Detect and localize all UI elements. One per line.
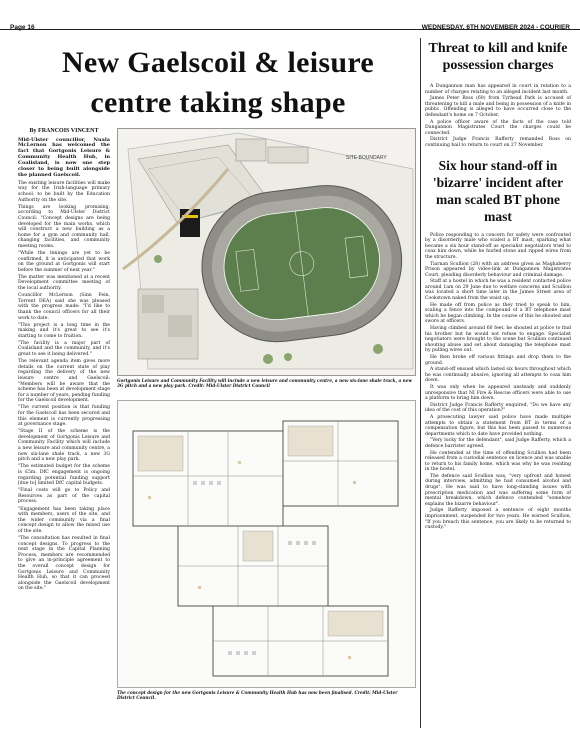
paragraph: A stand-off ensued which lasted six hours throughout which he was continually abusive, ignoring all attempts to coax him down. [425, 367, 571, 384]
paragraph: Judge Rafferty imposed a sentence of eight months imprisonment, suspended for two years. He warned Scullion, "If you breach this sentence, you are likely to be returned to custody." [425, 508, 571, 531]
paragraph: Things are looking promising, according to Mid-Ulster District Council: "Concept designs are being developed for the main works, which will construct a new building as a home for a gym and community hall, changing facilities, and community meeting rooms. [18, 204, 110, 249]
byline: By FRANCOIS VINCENT [29, 128, 99, 134]
paragraph: The existing leisure facilities will make way for the Irish-language primary school, to be built by the Education Authority on the site. [18, 180, 110, 203]
paragraph: The matter was mentioned at a recent Development committee meeting of the local authority. [18, 274, 110, 292]
paragraph: District Judge Francis Rafferty enquired, "Do we have any idea of the cost of this operation?" [425, 402, 571, 414]
paragraph: It was only when he appeared unsteady and suddenly unresponsive that NI Fire & Rescue officers were able to use a platform to bring him down. [425, 384, 571, 402]
paragraph: Having climbed around 60 feet, he shouted at police to find his brother but he would not refuse to engage. Specialist negotiators were brought to the scene but Scullion continued shouting abuse and set about damaging the telephone mast by pulling wires out. [425, 326, 571, 354]
paragraph: James Peter Ross (60) from Tyrhead Park is accused of threatening to kill a male and being in possession of a knife in public. Offending is alleged to have occurred close to the defendant's home on 7 October. [425, 96, 571, 118]
paragraph: "While the timings are yet to be confirmed, it is anticipated that work on the ground at Gortgonis will start before the summer of next year." [18, 250, 110, 273]
page-header [0, 0, 580, 30]
paragraph: Councillor McLernon (Sinn Fein, Torrent DEA) said she was pleased with the progress made: "I'd like to thank the council officers for all their work to date. [18, 293, 110, 321]
story-threat-to-kill [425, 84, 571, 149]
paragraph: "The consultation has resulted in final concept designs. To progress to the next stage in the Capital Planning Process, members are recommended to give an in-principle agreement to the overall concept design for Gortgonis Leisure and Community Health Hub, so that it can proceed alongside the Gaelscoil development on the site." [18, 535, 110, 592]
paragraph: He contended at the time of offending Scullion had been released from a custodial sentence on licence and was unable to return to his family home, which was why he was residing in the hostel. [425, 450, 571, 473]
floor-plan-image [117, 400, 416, 688]
site-plan-label: SITE BOUNDARY [346, 155, 387, 161]
paragraph: District Judge Francis Rafferty remanded Ross on continuing bail to return to court on 27 November. [425, 137, 571, 148]
paragraph: "Very lucky for the defendant", said Judge Rafferty, which a defence barrister agreed. [425, 438, 571, 449]
floor-plan-drawing [118, 401, 416, 688]
paragraph: A Dungannon man has appeared in court in relation to a number of charges relating to an alleged incident last month. [425, 84, 571, 95]
image-caption-1: Gortgonis Leisure and Community Facility will include a new leisure and community centre, a new six-lane shale track, a new 3G pitch and a new play park. Credit: Mid-Ulster District Council [117, 378, 412, 389]
publication-date: WEDNESDAY, 6TH NOVEMBER 2024 - COURIER [421, 24, 570, 31]
paragraph: A prosecuting lawyer said police have made multiple attempts to obtain a statement from BT in terms of a compensation figure, but this has been passed to numerous departments which to date have provided nothing. [425, 414, 571, 437]
site-plan-image [117, 128, 416, 376]
lede: Mid-Ulster councillor, Nuala McLernon has welcomed the fact that Gortgonis Leisure & Community Health Hub, in Coalisland, is now one step closer to being built alongside the planned Gaelscoil. [18, 136, 110, 178]
paragraph: A police officer aware of the facts of the case told Dungannon Magistrates Court the charges could be connected. [425, 119, 571, 136]
paragraph: The relevant agenda item gives more details on the current state of play regarding the delivery of the new leisure centre and Gaelscoil: "Members will be aware that the scheme has been at development stage for a number of years, pending funding for the Gaelscoil development. [18, 359, 110, 404]
paragraph: He made off from police as they tried to speak to him, scaling a fence into the compound of a BT telephone mast which he began climbing. In the course of this he shouted and swore at officers. [425, 302, 571, 325]
site-plan-drawing [118, 129, 416, 376]
page-number: Page 16 [10, 24, 35, 31]
paragraph: Police responding to a concern for safety were confronted by a disorderly male who scaled a BT mast, sparking what became a six hour stand-off as specialist negotiators tried to coax him down, while he hurled stone and ripped wires from the structure. [425, 232, 571, 260]
paragraph: He then broke off various fittings and drop them to the ground. [425, 355, 571, 366]
paragraph: Staff at a hostel in which he was a resident contacted police around 1am on 29 June due to welfare concerns and Scullion was located a short time later in the James Street area of Cookstown naked from the waist up. [425, 279, 571, 302]
paragraph: "The current position is that funding for the Gaelscoil has been secured and this element is currently progressing at governance stage. [18, 405, 110, 428]
headline-stand-off: Six hour stand-off in 'bizarre' incident after man scaled BT phone mast [432, 157, 564, 224]
column-divider [420, 38, 421, 728]
paragraph: "Stage II of the scheme is the development of Gortgonis Leisure and Community Facility which will include a new leisure and community centre, a new six-lane shale track, a new 3G pitch and a new play park. [18, 429, 110, 463]
paragraph: "Final costs will go to Policy and Resources as part of the capital process. [18, 488, 110, 505]
paragraph: "Engagement has been taking place with members, users of the site, and the wider community via a final concept design to allow the mixed use of the site. [18, 506, 110, 534]
paragraph: The defence said Scullion was, "very upfront and honest during interview, admitting he had consumed alcohol and drugs". He was said to have long-standing issues with prescription medication and was suffering some form of mental breakdown, which defence contended "somehow explains the bizarre behaviour". [425, 473, 571, 507]
paragraph: Tiarnan Scullion (28) with an address given as Maghaberry Prison appeared by video-link at Dungannon Magistrates Court, pleading disorderly behaviour and criminal damage. [425, 261, 571, 278]
paragraph: "The estimated budget for the scheme is £5m. DfC engagement is ongoing regarding potential funding support [due to] limited DfC capital budgets. [18, 464, 110, 487]
main-article-body [18, 128, 110, 593]
image-caption-2: The concept design for the new Gortgonis Leisure & Community Health Hub has now been finalised. Credit: Mid-Ulster District Council. [117, 690, 398, 701]
paragraph: "This project is a long time in the making and it's great to see it's starting to come to fruition. [18, 322, 110, 339]
main-headline: New Gaelscoil & leisure centre taking shape [61, 46, 375, 119]
story-stand-off [425, 233, 571, 531]
headline-threat-to-kill: Threat to kill and knife possession charges [428, 41, 568, 73]
sidebar-stories [425, 40, 571, 532]
paragraph: "The facility is a major part of Coalisland and the community, and it's great to see it being delivered." [18, 340, 110, 358]
